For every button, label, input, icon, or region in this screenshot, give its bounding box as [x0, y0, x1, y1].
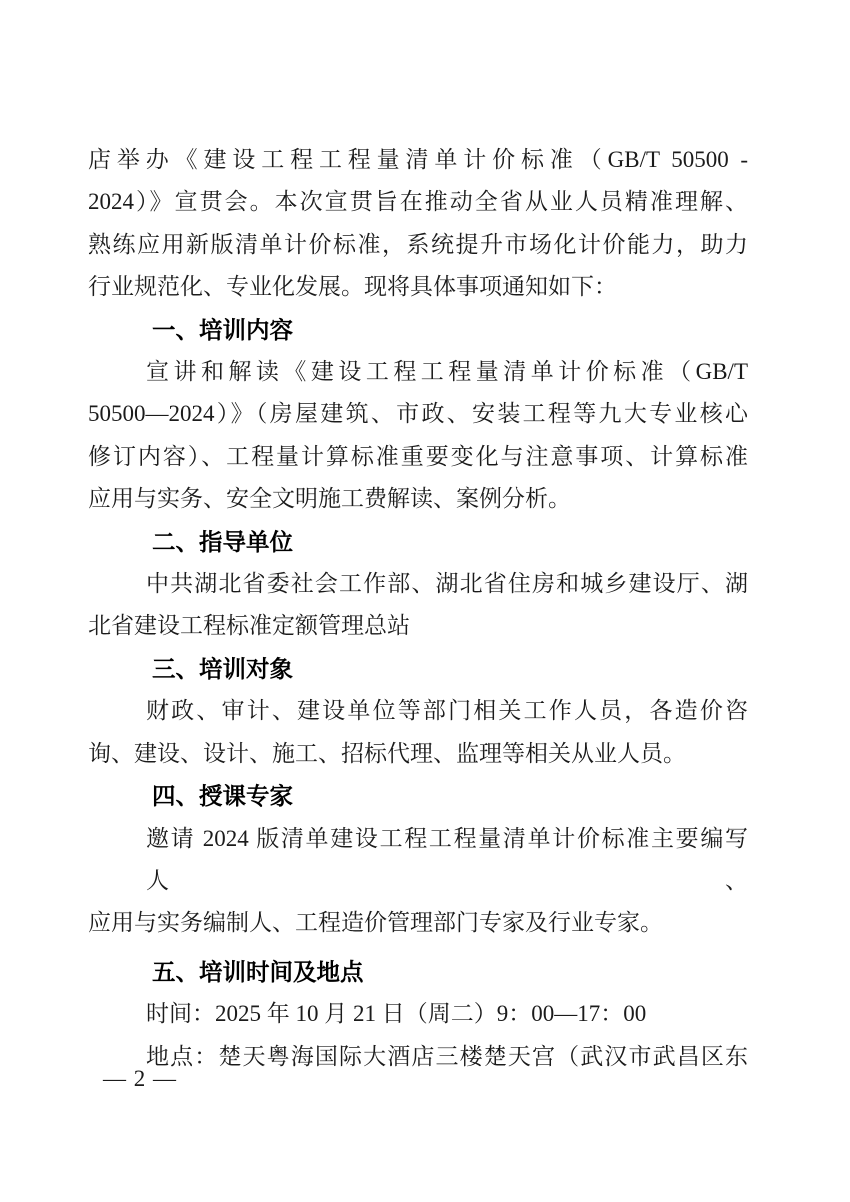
document-body	[88, 139, 748, 1078]
text-line: 宣讲和解读《建设工程工程量清单计价标准（GB/T	[146, 359, 748, 385]
paragraph	[88, 351, 748, 521]
text-line: 时间：2025 年 10 月 21 日（周二）9：00—17：00	[146, 1001, 647, 1027]
section-heading: 二、指导单位	[152, 528, 293, 555]
paragraph	[88, 563, 748, 648]
text-line: 应用与实务、安全文明施工费解读、案例分析。	[88, 486, 571, 512]
paragraph	[88, 690, 748, 775]
section-heading: 四、授课专家	[152, 783, 293, 810]
page-number: — 2 —	[103, 1066, 177, 1091]
section-heading: 一、培训内容	[152, 316, 293, 343]
text-line: 店举办《建设工程工程量清单计价标准（GB/T 50500 -	[88, 147, 748, 172]
section-heading: 五、培训时间及地点	[152, 958, 364, 985]
text-line: 询、建设、设计、施工、招标代理、监理等相关从业人员。	[88, 740, 686, 766]
text-line: 熟练应用新版清单计价标准，系统提升市场化计价能力，助力	[88, 231, 748, 257]
text-line: 财政、审计、建设单位等部门相关工作人员，各造价咨	[146, 698, 748, 724]
paragraph	[88, 818, 748, 945]
text-line: 应用与实务编制人、工程造价管理部门专家及行业专家。	[88, 910, 663, 936]
text-line: 50500—2024）》（房屋建筑、市政、安装工程等九大专业核心	[88, 401, 748, 427]
text-line: 2024）》宣贯会。本次宣贯旨在推动全省从业人员精准理解、	[88, 189, 748, 215]
text-line: 修订内容）、工程量计算标准重要变化与注意事项、计算标准	[88, 443, 748, 469]
paragraph	[88, 1036, 748, 1078]
text-line: 行业规范化、专业化发展。现将具体事项通知如下：	[88, 274, 617, 300]
text-line: 地点：楚天粤海国际大酒店三楼楚天宫（武汉市武昌区东	[146, 1043, 748, 1069]
text-line: 邀请 2024 版清单建设工程工程量清单计价标准主要编写人、	[146, 825, 748, 893]
text-line: 中共湖北省委社会工作部、湖北省住房和城乡建设厅、湖	[146, 571, 748, 597]
text-line: 北省建设工程标准定额管理总站	[88, 613, 410, 639]
section-heading: 三、培训对象	[152, 655, 293, 682]
paragraph	[88, 993, 748, 1035]
paragraph	[88, 139, 748, 309]
